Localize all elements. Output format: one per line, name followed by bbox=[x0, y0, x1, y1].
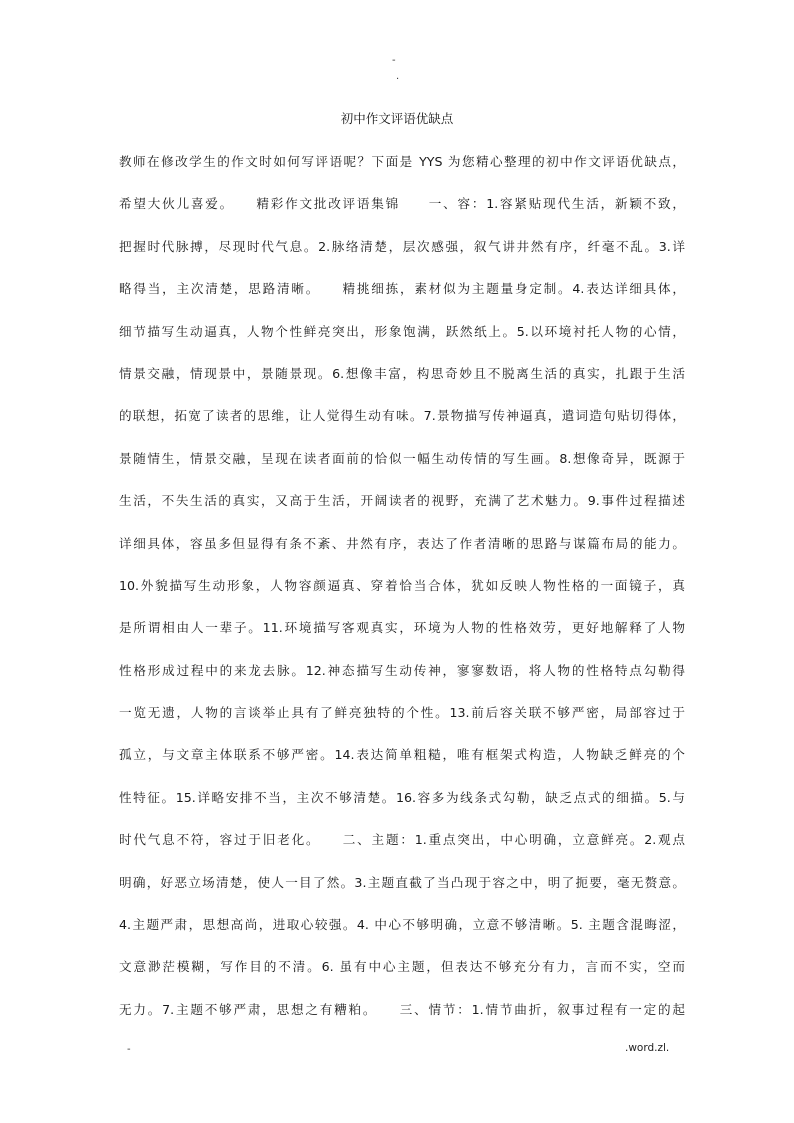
body-line: 情景交融，情现景中，景随景现。6.想像丰富，构思奇妙且不脱离生活的真实，扎跟于生活 bbox=[119, 365, 685, 381]
body-line: 时代气息不符，容过于旧老化。 二、主题：1.重点突出，中心明确，立意鲜亮。2.观点 bbox=[119, 832, 685, 848]
body-line: 生活，不失生活的真实，又高于生活，开阔读者的视野，充满了艺术魅力。9.事件过程描述 bbox=[119, 493, 685, 509]
body-line: 细节描写生动逼真，人物个性鲜亮突出，形象饱满，跃然纸上。5.以环境衬托人物的心情， bbox=[119, 323, 685, 339]
header-mark-bottom: . bbox=[396, 71, 400, 82]
body-line: 明确，好恶立场清楚，使人一目了然。3.主题直截了当凸现于容之中，明了扼要，毫无赘意。 bbox=[119, 874, 685, 890]
body-line: 4.主题严肃，思想高尚，进取心较强。4. 中心不够明确，立意不够清晰。5. 主题含混晦涩， bbox=[119, 917, 685, 933]
body-line: 景随情生，情景交融，呈现在读者面前的恰似一幅生动传情的写生画。8.想像奇异，既源于 bbox=[119, 450, 685, 466]
body-line: 是所谓相由人一辈子。11.环境描写客观真实，环境为人物的性格效劳，更好地解释了人物 bbox=[119, 620, 685, 636]
body-line: 教师在修改学生的作文时如何写评语呢？下面是 YYS 为您精心整理的初中作文评语优缺点， bbox=[119, 154, 685, 169]
body-line: 性格形成过程中的来龙去脉。12.神态描写生动传神，寥寥数语，将人物的性格特点勾勒得 bbox=[119, 662, 685, 678]
body-line: 把握时代脉搏，尽现时代气息。2.脉络清楚，层次感强，叙气讲井然有序，纤毫不乱。3.详 bbox=[119, 238, 685, 254]
body-line: 文意渺茫模糊，写作目的不清。6. 虽有中心主题，但表达不够充分有力，言而不实，空而 bbox=[119, 959, 685, 975]
body-line: 的联想，拓宽了读者的思维，让人觉得生动有味。7.景物描写传神逼真，遣词造句贴切得体， bbox=[119, 408, 685, 424]
document-title: 初中作文评语优缺点 bbox=[340, 111, 454, 126]
footer-left-mark: - bbox=[127, 1044, 131, 1055]
body-line: 详细具体，容虽多但显得有条不紊、井然有序，表达了作者清晰的思路与谋篇布局的能力。 bbox=[119, 535, 685, 551]
body-line: 孤立，与文章主体联系不够严密。14.表达简单粗糙，唯有框架式构造，人物缺乏鲜亮的个 bbox=[119, 747, 685, 763]
body-line: 希望大伙儿喜爱。 精彩作文批改评语集锦 一、容：1.容紧贴现代生活，新颖不致， bbox=[119, 196, 685, 212]
body-line: 略得当，主次清楚，思路清晰。 精挑细拣，素材似为主题量身定制。4.表达详细具体， bbox=[119, 281, 685, 297]
header-mark-top: - bbox=[392, 55, 396, 66]
footer-source-text: .word.zl. bbox=[625, 1042, 670, 1054]
body-line: 10.外貌描写生动形象，人物容颜逼真、穿着恰当合体，犹如反映人物性格的一面镜子，真 bbox=[119, 577, 685, 593]
body-line: 性特征。15.详略安排不当，主次不够清楚。16.容多为线条式勾勒，缺乏点式的细描。5.与 bbox=[119, 789, 685, 805]
body-line: 无力。7.主题不够严肃，思想之有糟粕。 三、情节：1.情节曲折，叙事过程有一定的起 bbox=[119, 1001, 685, 1017]
body-line: 一览无遗，人物的言谈举止具有了鲜亮独特的个性。13.前后容关联不够严密，局部容过于 bbox=[119, 705, 685, 721]
document-body bbox=[119, 150, 685, 1040]
